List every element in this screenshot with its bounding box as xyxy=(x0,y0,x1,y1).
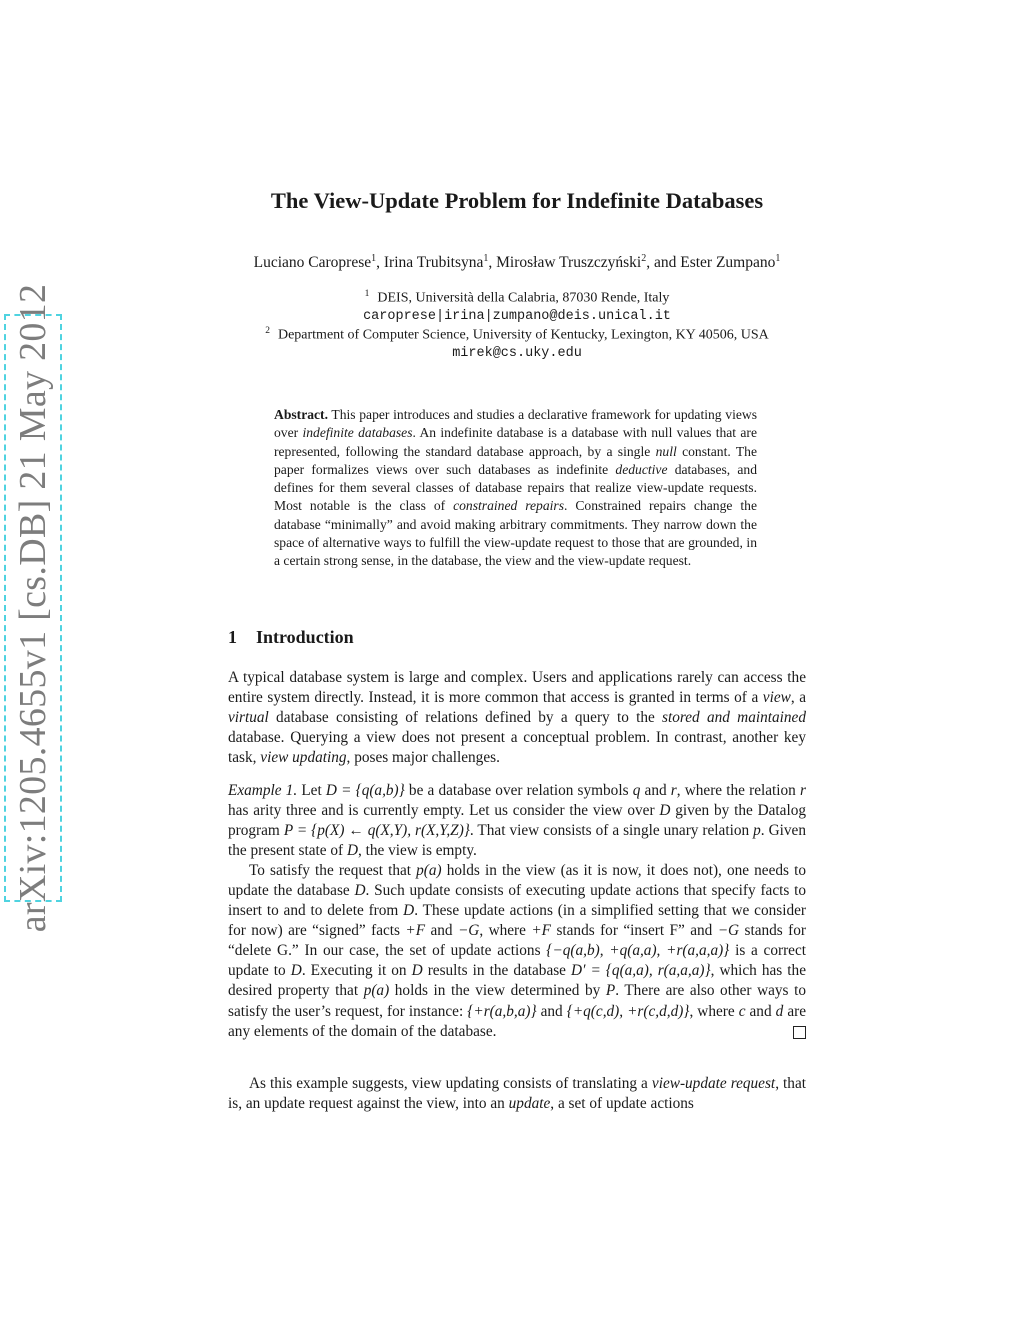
body-text: and xyxy=(745,1002,776,1020)
body-text: and xyxy=(536,1002,567,1020)
math-expression: D xyxy=(354,882,366,900)
body-text: holds in the view determined by xyxy=(389,982,606,1000)
math-expression: D′ = {q(a,a), r(a,a,a)} xyxy=(571,962,711,980)
affiliation-text: Department of Computer Science, University of Kentucky, Lexington, KY 40506, USA xyxy=(277,327,769,343)
body-text: , where xyxy=(479,922,532,940)
abstract-text: constant. The paper formalizes views over such databases as indefinite xyxy=(274,443,757,477)
abstract-text: databases, and defines for them several classes of database repairs that realize view-update requests. Most notable is the class of xyxy=(274,461,757,514)
body-text: . That view consists of a single unary relation xyxy=(469,822,754,840)
affiliation-text: DEIS, Università della Calabria, 87030 Rende, Italy xyxy=(377,290,670,306)
math-expression: p xyxy=(753,822,761,840)
body-text: , poses major challenges. xyxy=(346,749,500,767)
author-affiliation-mark: 1 xyxy=(371,253,377,264)
abstract-emphasis: constrained repairs xyxy=(453,498,564,514)
math-expression: −G xyxy=(457,922,480,940)
body-text: , where the relation xyxy=(676,782,800,799)
author-name: , and Ester Zumpano xyxy=(646,254,776,272)
body-emphasis: virtual xyxy=(228,709,269,727)
body-text: stands for “insert F” and xyxy=(551,922,718,940)
math-expression: q xyxy=(632,782,641,799)
body-emphasis: view-update request xyxy=(651,1075,776,1092)
body-text: . There are also other ways to satisfy the user’s request, for instance: xyxy=(228,982,806,1020)
body-text: , a xyxy=(790,689,806,707)
body-emphasis: view xyxy=(762,689,791,707)
body-text: and xyxy=(640,782,671,799)
affiliation-2 xyxy=(228,326,806,344)
body-text: As this example suggests, view updating consists of translating a xyxy=(249,1075,652,1092)
author-affiliation-mark: 1 xyxy=(483,253,489,264)
math-expression: r xyxy=(800,782,806,799)
body-text: is a correct update to xyxy=(228,942,807,980)
section-title: Introduction xyxy=(256,627,354,647)
body-text: stands for “delete G.” In our case, the set of update actions xyxy=(228,922,806,960)
body-text: A typical database system is large and complex. Users and applications rarely can access the entire system directly. Instead, it is more common that access is granted in terms of a xyxy=(228,669,806,707)
body-text: . Given the present state of xyxy=(228,822,806,860)
body-text: , the view is empty. xyxy=(358,842,477,860)
arxiv-stamp xyxy=(4,283,62,933)
abstract xyxy=(274,406,757,571)
body-text: . Executing it on xyxy=(301,962,412,980)
section-number: 1 xyxy=(228,627,237,647)
example-paragraph-1 xyxy=(228,781,806,861)
math-expression: +F xyxy=(531,922,552,940)
math-expression: {+r(a,b,a)} xyxy=(467,1002,537,1020)
abstract-text: . An indefinite database is a database with null values that are represented, following the standard database approach, by a single xyxy=(274,425,757,459)
math-expression: P xyxy=(605,982,616,1000)
author-affiliation-mark: 2 xyxy=(641,253,647,264)
section-heading xyxy=(228,627,354,648)
affiliation-1-email: caroprese|irina|zumpano@deis.unical.it xyxy=(363,309,671,324)
body-text: results in the database xyxy=(422,962,572,980)
math-expression: P = {p(X) ← q(X,Y), r(X,Y,Z)} xyxy=(283,822,470,840)
math-expression: c xyxy=(738,1002,746,1020)
body-text: database consisting of relations defined by a query to the xyxy=(268,709,663,727)
abstract-emphasis: null xyxy=(655,443,677,459)
math-expression: p(a) xyxy=(416,862,442,880)
body-text: and xyxy=(425,922,458,940)
math-expression: D xyxy=(411,962,423,980)
author-name: , Irina Trubitsyna xyxy=(376,254,484,272)
math-expression: {+q(c,d), +r(c,d,d)} xyxy=(566,1002,690,1020)
math-expression: p(a) xyxy=(363,982,390,1000)
example-label: Example 1. xyxy=(228,782,298,799)
body-text: be a database over relation symbols xyxy=(404,782,633,799)
math-expression: D xyxy=(290,962,302,980)
body-text: , that is, an update request against the view, into an xyxy=(228,1075,806,1113)
body-text: , which has the desired property that xyxy=(228,962,806,1000)
author-name: Luciano Caroprese xyxy=(253,254,372,272)
body-text: . Such update consists of executing update actions that specify facts to insert to and to delete from xyxy=(228,882,807,920)
abstract-text: This paper introduces and studies a declarative framework for updating views over xyxy=(274,407,757,441)
abstract-emphasis: deductive xyxy=(615,461,668,477)
math-expression: {−q(a,b), +q(a,a), +r(a,a,a)} xyxy=(546,942,730,960)
body-text: Let xyxy=(297,782,326,799)
body-text: , where xyxy=(689,1002,739,1020)
author-name: , Mirosław Truszczyński xyxy=(488,254,642,272)
paper-title: The View-Update Problem for Indefinite Databases xyxy=(270,188,764,213)
body-text: has arity three and is currently empty. Let us consider the view over xyxy=(228,802,660,820)
math-expression: D xyxy=(659,802,671,820)
math-expression: r xyxy=(670,782,677,799)
math-expression: D xyxy=(346,842,358,860)
body-emphasis: view updating xyxy=(260,749,347,767)
body-emphasis: stored and maintained xyxy=(662,709,806,727)
body-text: To satisfy the request that xyxy=(249,862,417,880)
abstract-emphasis: indefinite databases xyxy=(302,425,413,441)
body-text: given by the Datalog program xyxy=(228,802,806,840)
example-paragraph-2 xyxy=(228,861,806,1041)
body-text: , a set of update actions xyxy=(550,1095,694,1113)
intro-paragraph xyxy=(228,668,806,768)
affiliation-2-email: mirek@cs.uky.edu xyxy=(452,346,582,361)
qed-box-icon xyxy=(793,1026,806,1039)
closing-paragraph xyxy=(228,1074,806,1114)
body-text: database. Querying a view does not present a conceptual problem. In contrast, another key task, xyxy=(228,729,806,767)
math-expression: −G xyxy=(717,922,740,940)
author-affiliation-mark: 1 xyxy=(775,253,781,264)
math-expression: D = {q(a,b)} xyxy=(325,782,405,799)
author-list xyxy=(200,253,834,272)
affiliation-1 xyxy=(228,289,806,307)
body-text: holds in the view (as it is now, it does not), one needs to update the database xyxy=(228,862,806,900)
affiliation-number: 1 xyxy=(364,289,370,299)
affiliation-number: 2 xyxy=(265,326,270,336)
math-expression: D xyxy=(403,902,415,920)
example-1 xyxy=(228,781,806,1042)
body-emphasis: update xyxy=(508,1095,551,1113)
arxiv-identifier: arXiv:1205.4655v1 [cs.DB] 21 May 2012 xyxy=(12,283,54,933)
body-text: are any elements of the domain of the database. xyxy=(228,1002,806,1040)
abstract-text: . Constrained repairs change the database “minimally” and avoid making arbitrary commitments. They narrow down the space of alternative ways to fulfill the view-update request to those that are grounded, in a certain strong sense, in the database, the view and the view-update request. xyxy=(274,498,757,569)
body-text: . These update actions (in a simplified setting that we consider for now) are “signed” facts xyxy=(228,902,806,940)
abstract-label: Abstract. xyxy=(274,407,328,422)
math-expression: +F xyxy=(405,922,426,940)
math-expression: d xyxy=(775,1002,784,1020)
